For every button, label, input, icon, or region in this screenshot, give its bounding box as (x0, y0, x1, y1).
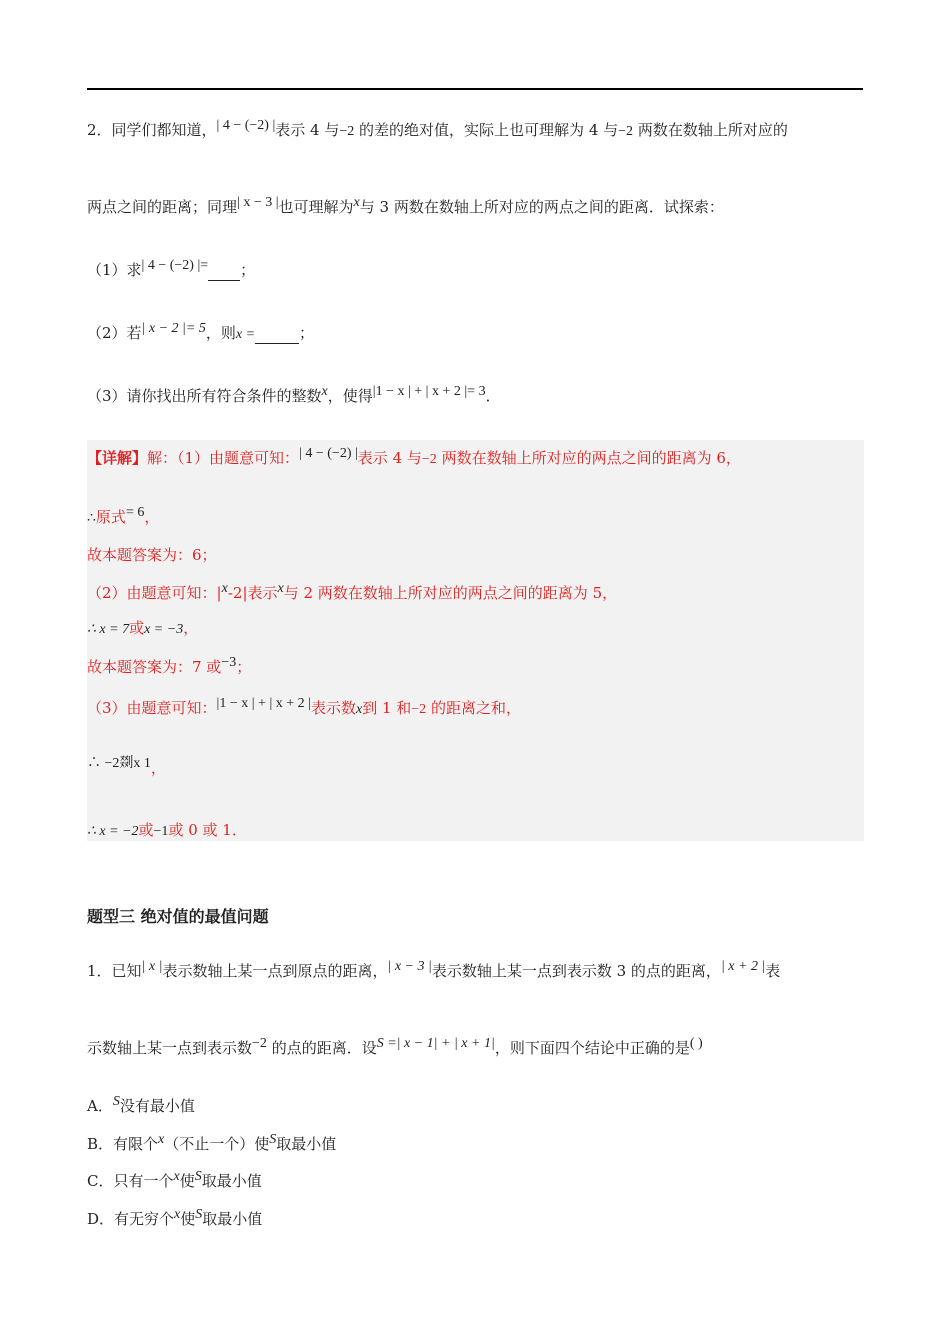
math-var: x (355, 702, 363, 717)
math-var: S (195, 1207, 203, 1222)
q1-text: ，则下面四个结论中正确的是 (494, 1039, 690, 1057)
answer-line7 (87, 698, 521, 720)
q1-line2 (87, 1038, 703, 1060)
option-label: D．有无穷个 (87, 1210, 175, 1228)
math-abs-expr: | x + 2 | (720, 959, 766, 974)
math-number: −2 (339, 124, 355, 139)
answer-line8 (87, 758, 166, 780)
math-var: S (376, 1036, 384, 1051)
punct: ， (150, 759, 166, 777)
punct: ， (144, 508, 160, 526)
punct: ． (485, 387, 501, 405)
math-abs-expr: | x | (141, 959, 163, 974)
math-abs-expr: | 4 − (−2) |= (141, 258, 209, 273)
math-equation: ∴ x = 7 (87, 622, 130, 637)
therefore-symbol: ∴ (87, 511, 96, 526)
answer-text: 表示数 (310, 699, 356, 717)
q1-text: 示数轴上某一点到表示数 (87, 1039, 253, 1057)
answer-text: （3）由题意可知： (87, 699, 217, 717)
answer-text: 的距离之和， (426, 699, 521, 717)
math-var: S (194, 1169, 202, 1184)
option-text: 取最小值 (276, 1135, 337, 1153)
math-var: x (173, 1169, 180, 1184)
math-var: S (269, 1132, 277, 1147)
answer-text: 到 1 和 (362, 699, 412, 717)
punct: ； (236, 658, 252, 676)
punct: ， (183, 619, 199, 637)
option-a (87, 1096, 195, 1118)
option-text: 使 (180, 1210, 196, 1228)
q1-text: 表示数轴上某一点到原点的距离， (162, 962, 388, 980)
math-equation: =| x − 1| + | x + 1| (383, 1036, 495, 1051)
math-equation: x = −3 (144, 622, 184, 637)
math-var: S (112, 1094, 120, 1109)
math-number: −2 (252, 1036, 267, 1051)
q2-text: ，使得 (327, 387, 373, 405)
answer-text: 故本题答案为：7 或 (87, 658, 222, 676)
answer-text: 与 2 两数在数轴上所对应的两点之间的距离为 5， (283, 584, 618, 602)
q1-text: 1．已知 (87, 962, 142, 980)
option-b (87, 1134, 336, 1156)
math-abs-expr: | 4 − (−2) | (299, 446, 358, 461)
answer-text: 两数在数轴上所对应的两点之间的距离为 6， (436, 449, 741, 467)
q2-text: 两数在数轴上所对应的 (633, 121, 788, 139)
option-text: （不止一个）使 (164, 1135, 270, 1153)
option-text: 没有最小值 (119, 1097, 195, 1115)
q2-text: 的差的绝对值，实际上也可理解为 4 与 (354, 121, 619, 139)
answer-line3: 故本题答案为：6； (87, 546, 217, 564)
option-text: 取最小值 (202, 1210, 263, 1228)
math-equation: = 6 (125, 505, 145, 520)
punct: ； (240, 261, 256, 279)
option-c (87, 1171, 262, 1193)
part-label: （2）若 (87, 324, 142, 342)
q2-line1 (87, 120, 788, 142)
math-equation: | x − 2 |= 5 (141, 321, 206, 336)
q2-text: 表示 4 与 (275, 121, 340, 139)
answer-text: 或 0 或 1． (168, 821, 247, 839)
q2-text: 2．同学们都知道， (87, 121, 217, 139)
math-var: x = (235, 327, 256, 342)
q2-text: ，则 (205, 324, 236, 342)
punct: ； (299, 324, 315, 342)
math-equation: ∴ x = −2 (87, 824, 139, 839)
q2-text: 与 3 两数在数轴上所对应的两点之间的距离．试探索： (359, 198, 724, 216)
answer-text: （2）由题意可知：| (87, 584, 222, 602)
math-number: −2 (421, 452, 437, 467)
q2-part1 (87, 260, 255, 282)
answer-text: 表示 4 与 (357, 449, 422, 467)
answer-text: 或 (138, 821, 154, 839)
part-label: （3）请你找出所有符合条件的整数 (87, 387, 322, 405)
option-label: C．只有一个 (87, 1172, 174, 1190)
math-inequality: ∴ −2剟x 1 (87, 756, 151, 771)
top-rule (87, 88, 863, 90)
math-abs-expr: | x − 3 | (387, 959, 432, 974)
q2-line2 (87, 197, 724, 219)
option-label: A． (87, 1097, 113, 1115)
q2-text: 两点之间的距离；同理 (87, 198, 238, 216)
part-label: （1）求 (87, 261, 142, 279)
section-heading: 题型三 绝对值的最值问题 (87, 907, 269, 926)
math-var: x (158, 1132, 165, 1147)
math-number: −1 (153, 824, 169, 839)
answer-parens: ( ) (689, 1036, 703, 1051)
answer-text: 或 (129, 619, 145, 637)
math-var: x (174, 1207, 181, 1222)
math-number: −2 (411, 702, 427, 717)
answer-text: 原式 (95, 508, 126, 526)
math-var: x (321, 384, 328, 399)
math-abs-expr: | 4 − (−2) | (216, 118, 276, 133)
math-number: −2 (618, 124, 634, 139)
math-number: −3 (221, 655, 237, 670)
answer-line4 (87, 583, 617, 605)
answer-blank (208, 260, 240, 281)
q1-text: 表 (765, 962, 781, 980)
answer-tag: 【详解】 (87, 449, 148, 467)
answer-line5 (87, 618, 198, 640)
math-var: x (277, 581, 284, 596)
answer-text: -2|表示 (227, 584, 278, 602)
q1-text: 的点的距离．设 (266, 1039, 377, 1057)
answer-line1 (87, 448, 741, 470)
math-var: x (353, 195, 360, 210)
answer-box (87, 440, 864, 841)
math-abs-expr: | x − 3 | (237, 195, 279, 210)
q2-part3 (87, 386, 501, 408)
answer-line2 (87, 507, 159, 529)
answer-line6 (87, 657, 251, 679)
answer-text: 解：（1）由题意可知： (147, 449, 300, 467)
option-text: 使 (179, 1172, 195, 1190)
option-text: 取最小值 (201, 1172, 262, 1190)
option-d (87, 1209, 262, 1231)
q2-text: 也可理解为 (278, 198, 354, 216)
math-abs-expr: |1 − x | + | x + 2 | (216, 696, 311, 711)
q1-line1 (87, 961, 780, 983)
option-label: B．有限个 (87, 1135, 159, 1153)
math-var: x (221, 581, 228, 596)
math-equation: |1 − x | + | x + 2 |= 3 (372, 384, 486, 399)
answer-blank (255, 323, 299, 344)
answer-line9 (87, 820, 247, 842)
q1-text: 表示数轴上某一点到表示数 3 的点的距离， (431, 962, 721, 980)
q2-part2 (87, 323, 314, 345)
